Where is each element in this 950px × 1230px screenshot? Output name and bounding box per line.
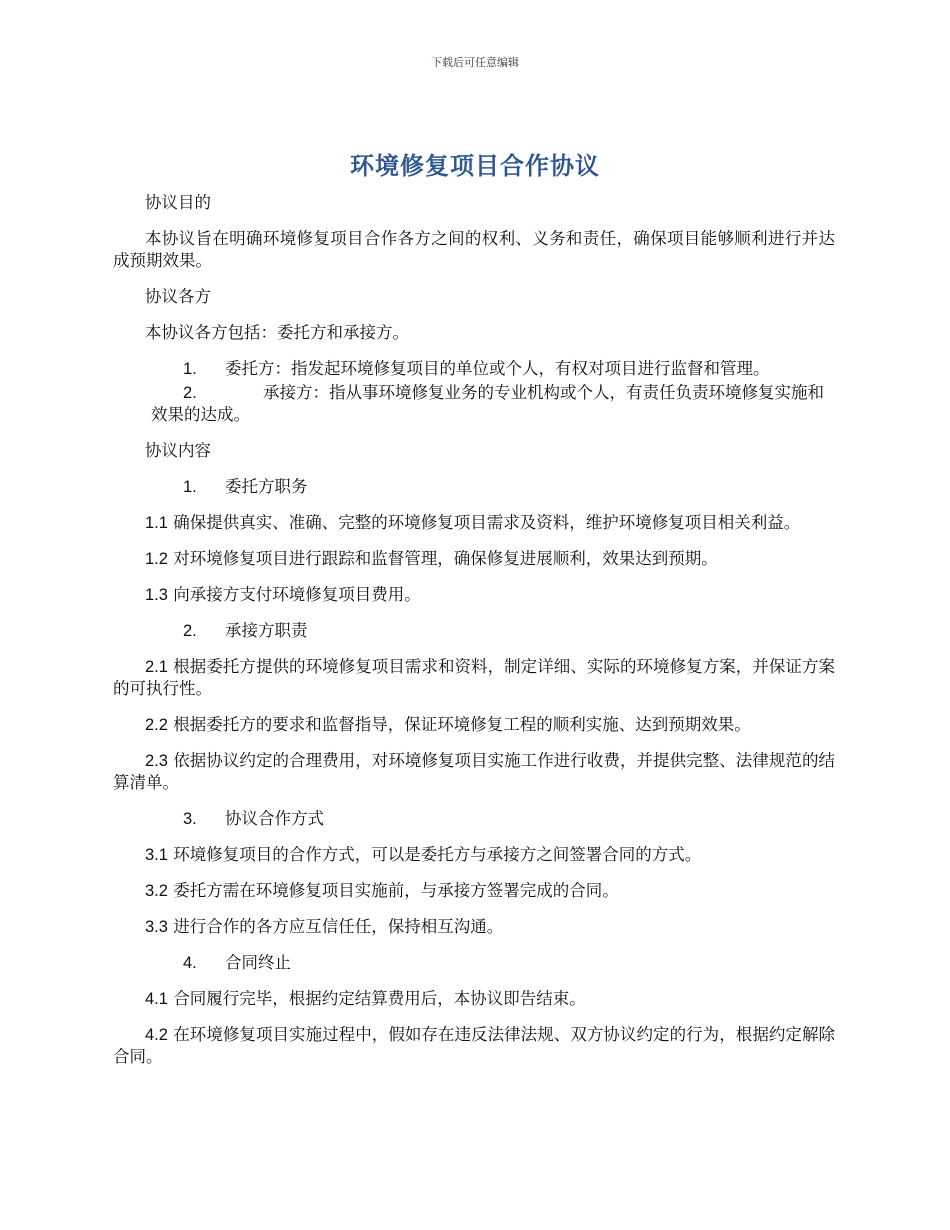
clause-number: 3.2 [145, 882, 168, 900]
party-item [151, 382, 835, 426]
clause-item [113, 844, 835, 866]
clause-text: 确保提供真实、准确、完整的环境修复项目需求及资料，维护环境修复项目相关利益。 [173, 513, 801, 532]
clause-text: 根据委托方的要求和监督指导，保证环境修复工程的顺利实施、达到预期效果。 [173, 715, 751, 734]
clause-text: 根据委托方提供的环境修复项目需求和资料，制定详细、实际的环境修复方案，并保证方案的可执行性。 [113, 657, 836, 698]
parties-heading: 协议各方 [145, 287, 211, 306]
section-title: 承接方职责 [225, 621, 308, 640]
section-title: 合同终止 [225, 953, 291, 972]
clause-text: 委托方需在环境修复项目实施前，与承接方签署完成的合同。 [173, 881, 619, 900]
section-heading [113, 952, 835, 974]
clause-number: 3.1 [145, 846, 168, 864]
clause-number: 2.2 [145, 716, 168, 734]
party-number: 1. [183, 360, 197, 378]
clause-text: 在环境修复项目实施过程中，假如存在违反法律法规、双方协议约定的行为，根据约定解除合同。 [113, 1025, 836, 1066]
section-title: 委托方职务 [225, 477, 308, 496]
clause-text: 合同履行完毕，根据约定结算费用后，本协议即告结束。 [173, 989, 586, 1008]
clause-item [113, 750, 835, 794]
party-number: 2. [183, 384, 197, 402]
party-item [113, 358, 835, 380]
section-number: 2. [183, 622, 197, 640]
page-header-note: 下载后可任意编辑 [431, 56, 519, 69]
clause-item [113, 512, 835, 534]
clause-text: 进行合作的各方应互信任任，保持相互沟通。 [173, 917, 504, 936]
section-number: 4. [183, 954, 197, 972]
section-heading [113, 476, 835, 498]
clause-item [113, 916, 835, 938]
parties-intro: 本协议各方包括：委托方和承接方。 [145, 323, 409, 342]
content-heading: 协议内容 [145, 441, 211, 460]
party-text: 承接方：指从事环境修复业务的专业机构或个人，有责任负责环境修复实施和效果的达成。 [151, 383, 824, 424]
section-number: 3. [183, 810, 197, 828]
section-title: 协议合作方式 [225, 809, 324, 828]
clause-number: 3.3 [145, 918, 168, 936]
purpose-text: 本协议旨在明确环境修复项目合作各方之间的权利、义务和责任，确保项目能够顺利进行并达成预期效果。 [113, 229, 835, 270]
section-number: 1. [183, 478, 197, 496]
clause-number: 1.2 [145, 550, 168, 568]
clause-number: 1.3 [145, 586, 168, 604]
purpose-heading: 协议目的 [145, 193, 211, 212]
clause-text: 依据协议约定的合理费用，对环境修复项目实施工作进行收费，并提供完整、法律规范的结算清单。 [113, 751, 836, 792]
document-title: 环境修复项目合作协议 [350, 152, 600, 180]
document-body [113, 192, 835, 1082]
clause-text: 向承接方支付环境修复项目费用。 [173, 585, 421, 604]
clause-number: 4.1 [145, 990, 168, 1008]
clause-number: 2.3 [145, 752, 168, 770]
party-text: 委托方：指发起环境修复项目的单位或个人，有权对项目进行监督和管理。 [225, 359, 770, 378]
section-heading [113, 808, 835, 830]
clause-text: 对环境修复项目进行跟踪和监督管理，确保修复进展顺利，效果达到预期。 [173, 549, 718, 568]
clause-item [113, 988, 835, 1010]
section-heading [113, 620, 835, 642]
clause-item [113, 548, 835, 570]
clause-item [113, 584, 835, 606]
clause-item [113, 714, 835, 736]
clause-item [113, 656, 835, 700]
clause-number: 4.2 [145, 1026, 168, 1044]
clause-item [113, 1024, 835, 1068]
clause-number: 1.1 [145, 514, 168, 532]
clause-text: 环境修复项目的合作方式，可以是委托方与承接方之间签署合同的方式。 [173, 845, 702, 864]
clause-item [113, 880, 835, 902]
clause-number: 2.1 [145, 658, 168, 676]
